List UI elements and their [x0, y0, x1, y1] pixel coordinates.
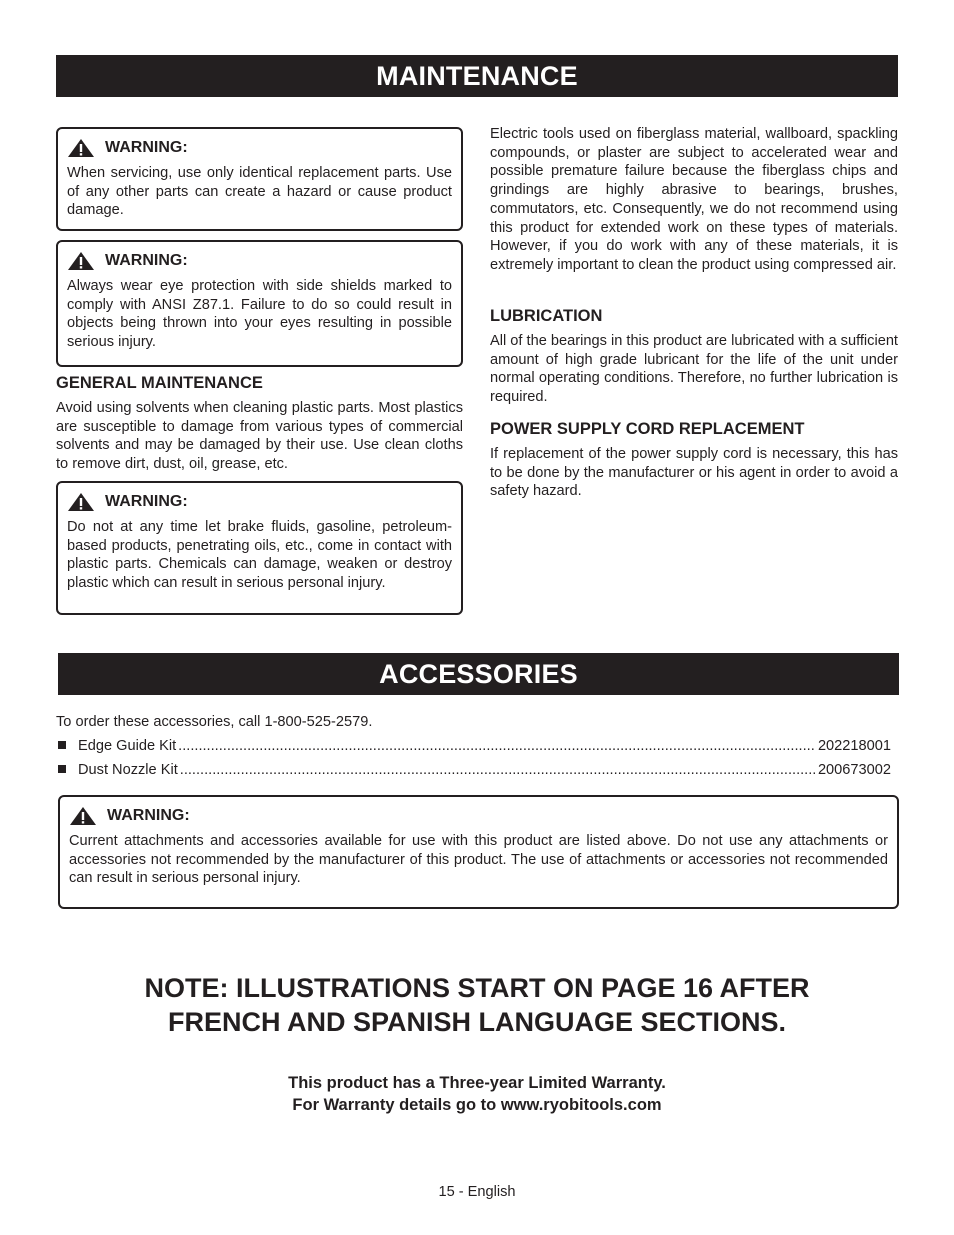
page-number: 15 - English — [438, 1184, 516, 1200]
warning-triangle-icon — [67, 138, 95, 158]
maintenance-title: MAINTENANCE — [376, 61, 578, 91]
accessory-name: Dust Nozzle Kit — [78, 762, 178, 778]
bullet-square-icon — [58, 741, 66, 749]
warning-title-row — [67, 251, 452, 271]
accessories-title: ACCESSORIES — [379, 659, 578, 689]
illustrations-note — [0, 971, 954, 1039]
warranty-line-1: This product has a Three-year Limited Warranty. — [288, 1074, 666, 1092]
warranty-line-2: For Warranty details go to www.ryobitools.com — [292, 1096, 662, 1114]
cord-replacement-text: If replacement of the power supply cord is necessary, this has to be done by the manufacturer or his agent in order to avoid a safety hazard. — [490, 446, 898, 500]
warning-text: Do not at any time let brake fluids, gasoline, petroleum-based products, penetrating oils, etc., come in contact with plastic parts. Chemicals can damage, weaken or destroy plastic which can result in serious personal injury. — [67, 519, 452, 592]
warning-title: WARNING: — [105, 252, 188, 269]
general-maintenance-text: Avoid using solvents when cleaning plastic parts. Most plastics are susceptible to damage from various types of commercial solvents and may be damaged by their use. Use clean cloths to remove dirt, dust, oil, grease, etc. — [56, 400, 463, 473]
warning-triangle-icon — [67, 492, 95, 512]
warning-title-row — [69, 806, 888, 826]
warning-box-accessories — [58, 795, 899, 909]
accessory-part-number: 200673002 — [817, 762, 891, 778]
cord-replacement-heading: POWER SUPPLY CORD REPLACEMENT — [490, 420, 805, 438]
warning-title: WARNING: — [105, 493, 188, 510]
warning-title-row — [67, 492, 452, 512]
accessory-name: Edge Guide Kit — [78, 738, 177, 754]
lubrication-heading: LUBRICATION — [490, 307, 603, 325]
warning-box-chemicals — [56, 481, 463, 615]
warranty-notice — [0, 1072, 954, 1116]
warning-title-row — [67, 138, 452, 158]
note-line-1: NOTE: ILLUSTRATIONS START ON PAGE 16 AFTER — [144, 973, 810, 1003]
bullet-square-icon — [58, 765, 66, 773]
electric-tools-text: Electric tools used on fiberglass material, wallboard, spackling compounds, or plaster are subject to accelerated wear and possible premature failure because the fiberglass chips and grindings are highly abrasive to bearings, brushes, commutators, etc. Consequently, we do not recommend using this product for extended work on these types of materials. However, if you do work with any of these materials, it is extremely important to clean the product using compressed air. — [490, 126, 898, 273]
warning-box-replacement-parts — [56, 127, 463, 231]
leader-dots — [180, 761, 816, 779]
warning-text: Always wear eye protection with side shields marked to comply with ANSI Z87.1. Failure to do so could result in objects being thrown into your eyes resulting in possible serious injury. — [67, 278, 452, 351]
warning-text: Current attachments and accessories available for use with this product are listed above. Do not use any attachments or accessories not recommended by the manufacturer of this product. The use of attachments or accessories not recommended can result in serious personal injury. — [69, 833, 888, 887]
warning-triangle-icon — [67, 251, 95, 271]
accessories-intro: To order these accessories, call 1-800-525-2579. — [56, 714, 373, 730]
accessory-part-number: 202218001 — [817, 738, 891, 754]
maintenance-banner — [56, 55, 898, 97]
warning-title: WARNING: — [107, 807, 190, 824]
list-item — [58, 761, 891, 779]
leader-dots — [178, 737, 816, 755]
accessories-banner — [58, 653, 899, 695]
list-item — [58, 737, 891, 755]
warning-text: When servicing, use only identical replacement parts. Use of any other parts can create a hazard or cause product damage. — [67, 165, 452, 219]
note-line-2: FRENCH AND SPANISH LANGUAGE SECTIONS. — [167, 1007, 787, 1037]
warning-box-eye-protection — [56, 240, 463, 367]
warning-triangle-icon — [69, 806, 97, 826]
warning-title: WARNING: — [105, 139, 188, 156]
lubrication-text: All of the bearings in this product are lubricated with a sufficient amount of high grade lubricant for the life of the unit under normal operating conditions. Therefore, no further lubrication is required. — [490, 333, 898, 406]
general-maintenance-heading: GENERAL MAINTENANCE — [56, 374, 263, 392]
